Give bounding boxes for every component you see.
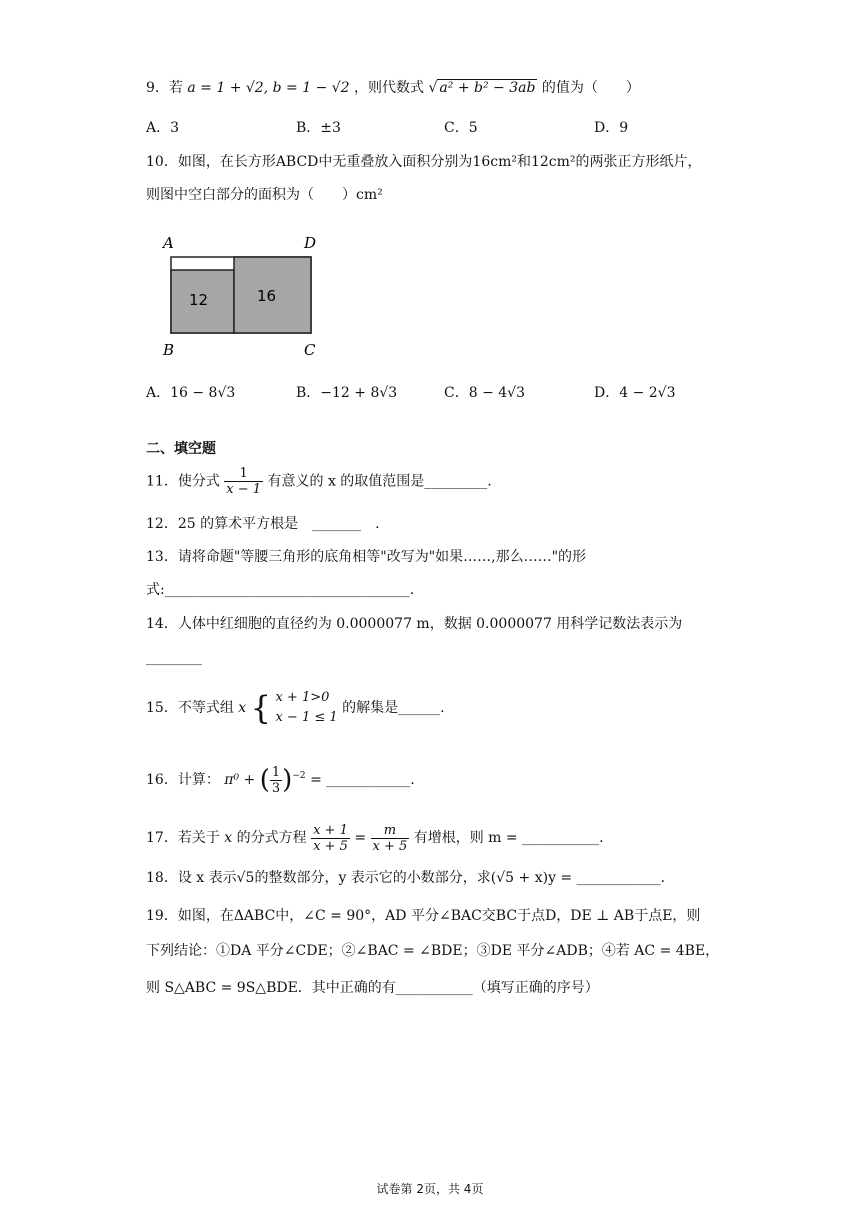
question-13-line2: 式:___________________________________. [146, 582, 415, 598]
q17-prefix: 17．若关于 [146, 830, 220, 846]
q11-fraction [224, 466, 263, 497]
q15-eq2: x − 1 ≤ 1 [275, 710, 338, 725]
label-a: A [163, 234, 174, 252]
q11-den: x − 1 [226, 482, 262, 497]
question-10-line2: 则图中空白部分的面积为（ ）cm² [146, 187, 383, 203]
rectangle-figure [155, 225, 355, 365]
square-large-label: 16 [257, 287, 277, 305]
q16-prefix: 16．计算： [146, 772, 220, 788]
q16-suffix: = ____________. [310, 772, 415, 788]
q9-prefix: 9．若 [146, 80, 183, 96]
paren-right-icon: ) [282, 765, 293, 795]
q17-den1: x + 5 [313, 838, 348, 854]
q11-suffix: 有意义的 x 的取值范围是_________. [267, 473, 492, 490]
equals-sign: = [354, 830, 367, 846]
question-11 [146, 466, 492, 497]
q16-exponent: −2 [292, 771, 306, 781]
section-heading-fill-blank: 二、填空题 [146, 441, 216, 457]
question-12: 12．25 的算术平方根是 _______ . [146, 516, 380, 532]
label-b: B [163, 341, 175, 359]
q17-num1: x + 1 [313, 822, 348, 838]
question-16 [146, 756, 415, 800]
question-15 [146, 688, 445, 728]
q16-expr: π⁰ + [224, 772, 260, 788]
q17-fraction-right [371, 823, 410, 854]
q17-x: x [224, 830, 233, 846]
q9-option-b: B．±3 [296, 120, 341, 136]
q10-option-d: D．4 − 2√3 [594, 385, 676, 401]
q9-condition: a = 1 + √2, b = 1 − √2 [187, 80, 350, 96]
q15-var: x [238, 700, 247, 716]
q15-prefix: 15．不等式组 [146, 700, 234, 716]
question-17 [146, 818, 604, 858]
label-d: D [304, 234, 317, 252]
q17-mid: 的分式方程 [236, 830, 307, 846]
question-10-line1: 10．如图，在长方形ABCD中无重叠放入面积分别为16cm²和12cm²的两张正方形纸片， [146, 154, 702, 170]
square-small-label: 12 [189, 291, 209, 309]
q16-num: 1 [271, 764, 281, 780]
question-18: 18．设 x 表示√5的整数部分，y 表示它的小数部分，求(√5 + x)y = ____________. [146, 870, 666, 886]
q10-option-b: B．−12 + 8√3 [296, 385, 398, 401]
q9-option-a: A．3 [146, 120, 180, 136]
question-19-line1: 19．如图，在ΔABC中，∠C = 90°，AD 平分∠BAC交BC于点D，DE ⊥ AB于点E，则 [146, 908, 701, 924]
brace-icon: { [250, 689, 271, 727]
paren-left-icon: ( [259, 765, 270, 795]
q17-suffix: 有增根，则 m = ___________. [413, 830, 604, 846]
sqrt-sign: √ [428, 80, 438, 96]
question-13-line1: 13．请将命题"等腰三角形的底角相等"改写为"如果……,那么……"的形 [146, 549, 587, 565]
q9-suffix: 的值为（ ） [541, 80, 640, 96]
q10-option-c: C．8 − 4√3 [444, 385, 525, 401]
q10-option-a: A．16 − 8√3 [146, 385, 236, 401]
page-footer: 试卷第 2页，共 4页 [376, 1182, 484, 1196]
q11-prefix: 11．使分式 [146, 473, 220, 490]
question-9 [146, 78, 640, 98]
q9-mid: ，则代数式 [354, 80, 425, 96]
q17-num2: m [371, 823, 410, 839]
question-14-line2: ________ [146, 650, 202, 666]
q17-den2: x + 5 [372, 838, 408, 854]
q16-den: 3 [271, 780, 281, 796]
q9-option-c: C．5 [444, 120, 478, 136]
q11-num: 1 [224, 466, 263, 482]
q15-eq1: x + 1>0 [275, 690, 330, 705]
question-19-line2: 下列结论：①DA 平分∠CDE；②∠BAC = ∠BDE；③DE 平分∠ADB；④若 AC = 4BE， [146, 943, 720, 959]
q15-system [275, 688, 337, 728]
label-c: C [304, 341, 316, 359]
q17-fraction-left [311, 823, 350, 854]
q15-suffix: 的解集是______. [342, 700, 445, 716]
question-14-line1: 14．人体中红细胞的直径约为 0.0000077 m，数据 0.0000077 用科学记数法表示为 [146, 616, 683, 632]
q9-expression: a² + b² − 3ab [439, 80, 536, 96]
question-19-line3: 则 S△ABC = 9S△BDE．其中正确的有___________（填写正确的序号） [146, 980, 599, 996]
q9-option-d: D．9 [594, 120, 629, 136]
q16-fraction [270, 765, 282, 796]
